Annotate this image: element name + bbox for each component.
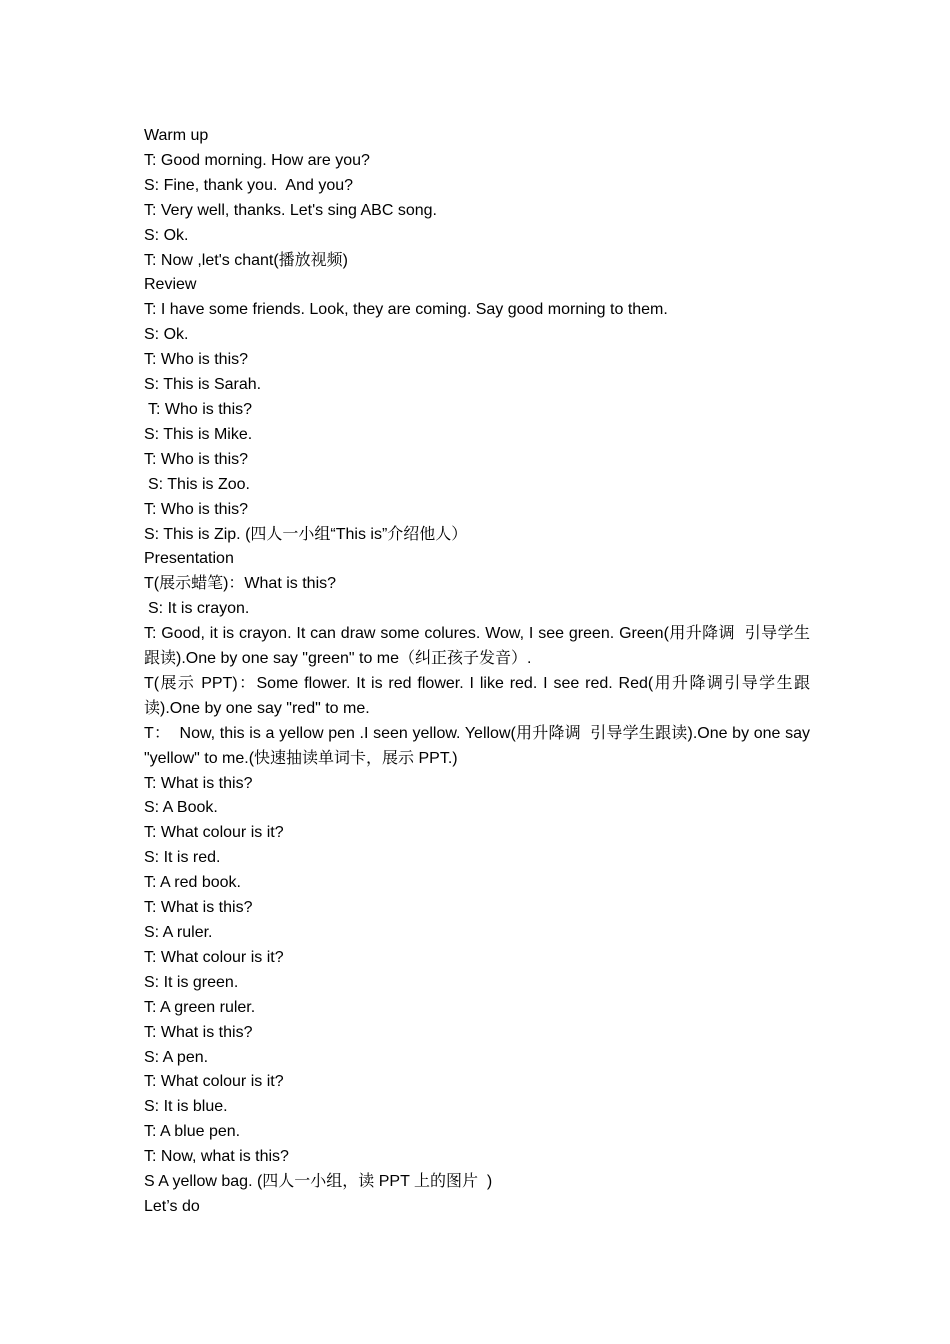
section-heading-warm-up: Warm up <box>144 127 209 144</box>
dialogue-line: T: A red book. <box>144 874 241 892</box>
dialogue-line: T: What is this? <box>144 899 253 917</box>
dialogue-line: T: A green ruler. <box>144 998 256 1016</box>
dialogue-line: S: This is Zoo. <box>148 475 250 493</box>
dialogue-line: T: Who is this? <box>144 450 249 468</box>
dialogue-line: T: Now ,let's chant(播放视频) <box>144 251 348 269</box>
dialogue-line: T: What colour is it? <box>144 1073 284 1091</box>
lesson-transcript <box>144 124 815 1220</box>
dialogue-line: S: It is green. <box>144 973 239 991</box>
section-heading-review: Review <box>144 276 197 294</box>
dialogue-line: T: I have some friends. Look, they are coming. Say good morning to them. <box>144 301 668 319</box>
dialogue-line: T: Who is this? <box>144 500 249 518</box>
dialogue-paragraph: T： Now, this is a yellow pen .I seen yellow. Yellow(用升降调 引导学生跟读).One by one say "yellow" to me.(快速抽读单词卡，展示 PPT.) <box>144 724 815 767</box>
dialogue-line: T(展示蜡笔)：What is this? <box>144 575 337 593</box>
dialogue-line: T: Now, what is this? <box>144 1148 289 1166</box>
dialogue-line: T: Who is this? <box>148 400 253 418</box>
dialogue-line: S: Fine, thank you. And you? <box>144 176 354 194</box>
dialogue-line: S: This is Mike. <box>144 425 253 443</box>
dialogue-line: S: It is crayon. <box>148 600 250 618</box>
dialogue-line: S: It is red. <box>144 849 221 867</box>
dialogue-paragraph: T: Good, it is crayon. It can draw some colures. Wow, I see green. Green(用升降调 引导学生跟读).One by one say "green" to me（纠正孩子发音）. <box>144 625 810 668</box>
dialogue-line: T: What is this? <box>144 1023 253 1041</box>
dialogue-line: S: A Book. <box>144 799 218 817</box>
dialogue-line: T: A blue pen. <box>144 1123 241 1141</box>
dialogue-line: T: What is this? <box>144 774 253 792</box>
dialogue-line: T: What colour is it? <box>144 948 284 966</box>
dialogue-line: S: A ruler. <box>144 924 213 941</box>
section-heading-presentation: Presentation <box>144 550 234 568</box>
dialogue-line: T: What colour is it? <box>144 824 284 842</box>
dialogue-line: S: Ok. <box>144 326 189 344</box>
dialogue-line: T: Who is this? <box>144 351 249 369</box>
dialogue-line: S: Ok. <box>144 226 189 244</box>
dialogue-line: T: Good morning. How are you? <box>144 151 370 169</box>
dialogue-line: S: It is blue. <box>144 1098 228 1116</box>
dialogue-line: T: Very well, thanks. Let's sing ABC song. <box>144 201 437 219</box>
dialogue-line: S: This is Zip. (四人一小组“This is”介绍他人） <box>144 525 468 543</box>
dialogue-paragraph: T(展示 PPT)：Some flower. It is red flower. I like red. I see red. Red(用升降调引导学生跟读).One by one say "red" to me. <box>144 674 810 717</box>
dialogue-line: S A yellow bag. (四人一小组，读 PPT 上的图片 ) <box>144 1173 493 1191</box>
section-heading-lets-do: Let’s do <box>144 1197 200 1215</box>
dialogue-line: S: A pen. <box>144 1048 209 1066</box>
dialogue-line: S: This is Sarah. <box>144 376 262 394</box>
